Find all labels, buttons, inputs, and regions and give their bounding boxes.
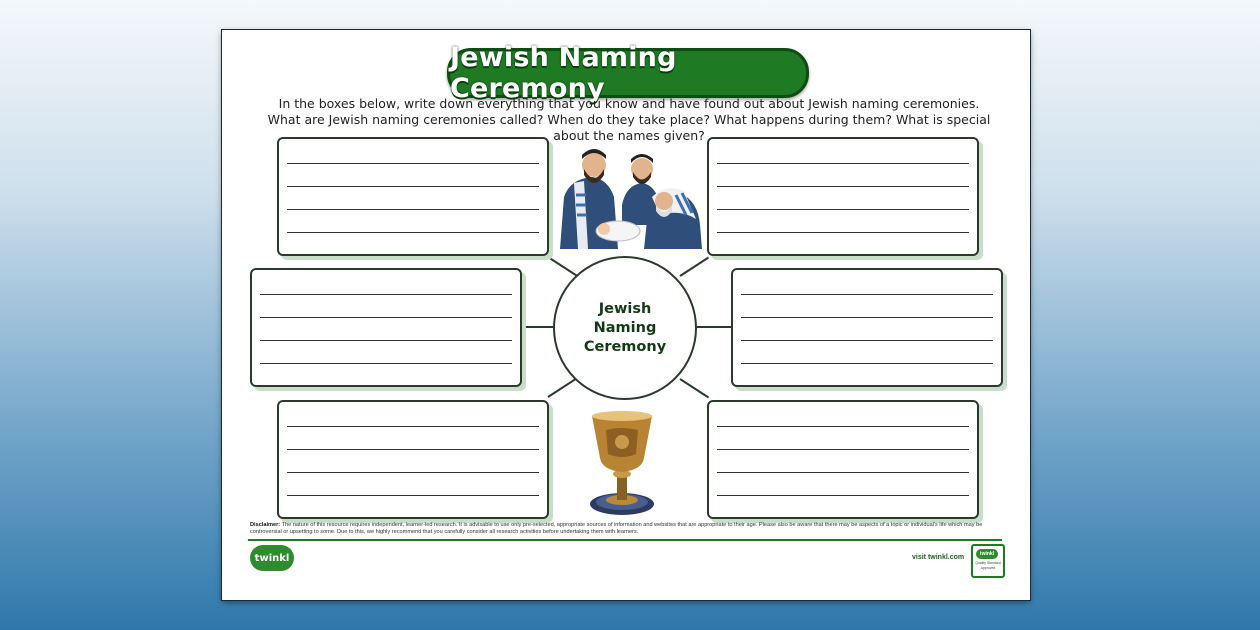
- twinkl-logo-text: twinkl: [254, 552, 290, 564]
- footer-divider: [248, 539, 1002, 541]
- connector-left: [520, 326, 554, 328]
- writing-line: [260, 317, 512, 318]
- writing-line: [260, 363, 512, 364]
- worksheet-title: Jewish Naming Ceremony: [450, 42, 677, 104]
- disclaimer-label: Disclaimer:: [250, 522, 281, 528]
- quality-badge-logo: twinkl: [976, 549, 998, 559]
- writing-line: [741, 340, 993, 341]
- writing-box-middle-left[interactable]: [250, 268, 522, 387]
- writing-line: [287, 163, 539, 164]
- writing-line: [287, 495, 539, 496]
- center-topic-circle: [553, 256, 697, 400]
- writing-line: [717, 186, 969, 187]
- writing-line: [717, 495, 969, 496]
- title-banner: [447, 42, 809, 104]
- writing-line: [287, 472, 539, 473]
- writing-line: [287, 186, 539, 187]
- visit-link[interactable]: visit twinkl.com: [912, 554, 965, 561]
- writing-line: [260, 340, 512, 341]
- quality-badge: [971, 544, 1005, 578]
- writing-line: [717, 232, 969, 233]
- connector-right: [693, 326, 731, 328]
- writing-line: [717, 426, 969, 427]
- writing-line: [741, 294, 993, 295]
- disclaimer-body: The nature of this resource requires independent, learner-led research. It is advisable to use only pre-selected, appropriate sources of information and websites that are appropriate to their age. Please also be aware that there may be aspects of a topic or individual's life which may be controversial or upsetting to some. Due to this, we highly recommend that you carefully consider all research activities before undertaking them with learners.: [250, 522, 983, 535]
- writing-box-top-left[interactable]: [277, 137, 549, 256]
- writing-line: [717, 472, 969, 473]
- writing-line: [287, 426, 539, 427]
- writing-line: [741, 317, 993, 318]
- writing-box-middle-right[interactable]: [731, 268, 1003, 387]
- writing-box-top-right[interactable]: [707, 137, 979, 256]
- writing-line: [287, 232, 539, 233]
- writing-line: [287, 209, 539, 210]
- writing-line: [260, 294, 512, 295]
- disclaimer-text: [250, 522, 1005, 536]
- writing-box-bottom-right[interactable]: [707, 400, 979, 519]
- writing-line: [717, 449, 969, 450]
- kiddush-cup-illustration: [584, 408, 660, 520]
- writing-line: [287, 449, 539, 450]
- writing-line: [717, 163, 969, 164]
- writing-line: [717, 209, 969, 210]
- twinkl-logo: [250, 545, 294, 571]
- rabbis-naming-ceremony-illustration: [556, 145, 704, 249]
- writing-box-bottom-left[interactable]: [277, 400, 549, 519]
- quality-badge-text: Quality Standard Approved: [975, 561, 1001, 570]
- center-topic-label: Jewish Naming Ceremony: [583, 300, 667, 355]
- writing-line: [741, 363, 993, 364]
- instructions-text: In the boxes below, write down everything that you know and have found out about Jewish naming ceremonies. What are Jewish naming ceremonies called? When do they take place? What happens during them? What is special about the names given?: [267, 96, 991, 143]
